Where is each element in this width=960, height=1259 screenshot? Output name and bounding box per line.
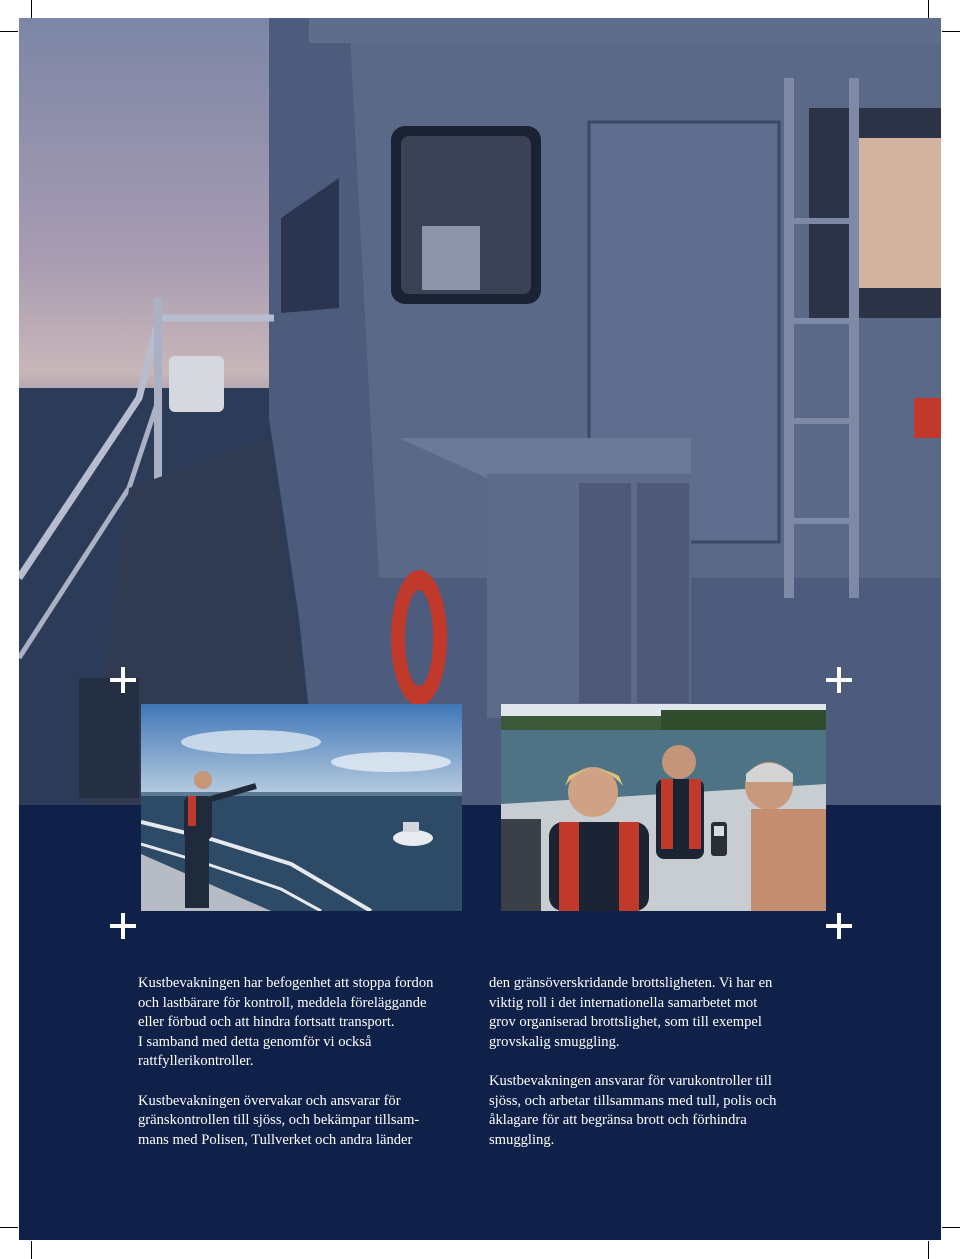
text-line: gränskontrollen till sjöss, och bekämpar tillsam-: [138, 1112, 420, 1129]
text-line: rattfyllerikontroller.: [138, 1053, 254, 1070]
text-line: den gränsöverskridande brottsligheten. Vi har en: [489, 975, 773, 991]
paragraph: [138, 1092, 478, 1151]
plus-icon: [108, 911, 138, 941]
text-line: grovskalig smuggling.: [489, 1033, 620, 1050]
crop-mark: [31, 1241, 32, 1259]
hero-photo-boat-deck: [19, 18, 941, 805]
plus-icon: [824, 665, 854, 695]
crop-mark: [942, 31, 960, 32]
text-line: grov organiserad brottslighet, som till exempel: [489, 1014, 762, 1031]
crop-mark: [942, 1227, 960, 1228]
text-line: och lastbärare för kontroll, meddela föreläggande: [138, 994, 427, 1011]
text-line: Kustbevakningen har befogenhet att stoppa fordon: [138, 975, 434, 991]
paragraph: [138, 974, 478, 1072]
text-line: sjöss, och arbetar tillsammans med tull, polis och: [489, 1092, 777, 1109]
text-line: smuggling.: [489, 1131, 555, 1148]
text-line: åklagare för att begränsa brott och förhindra: [489, 1112, 747, 1129]
paragraph: [489, 1072, 829, 1150]
text-line: Kustbevakningen övervakar och ansvarar för: [138, 1092, 401, 1109]
plus-icon: [108, 665, 138, 695]
text-column-right: [489, 974, 829, 1170]
photo-breathalyzer-check: [501, 704, 826, 911]
text-line: I samband med detta genomför vi också: [138, 1033, 372, 1050]
crop-mark: [928, 1241, 929, 1259]
page: [19, 18, 941, 1240]
text-column-left: [138, 974, 478, 1170]
text-line: mans med Polisen, Tullverket och andra länder: [138, 1131, 413, 1148]
crop-mark: [0, 31, 18, 32]
crop-mark: [928, 0, 929, 18]
paragraph: [489, 974, 829, 1052]
crop-mark: [0, 1227, 18, 1228]
text-line: viktig roll i det internationella samarbetet mot: [489, 994, 758, 1011]
photo-officer-pointing: [141, 704, 462, 911]
text-line: eller förbud och att hindra fortsatt transport.: [138, 1014, 395, 1031]
crop-mark: [31, 0, 32, 18]
plus-icon: [824, 911, 854, 941]
text-line: Kustbevakningen ansvarar för varukontroller till: [489, 1072, 772, 1089]
